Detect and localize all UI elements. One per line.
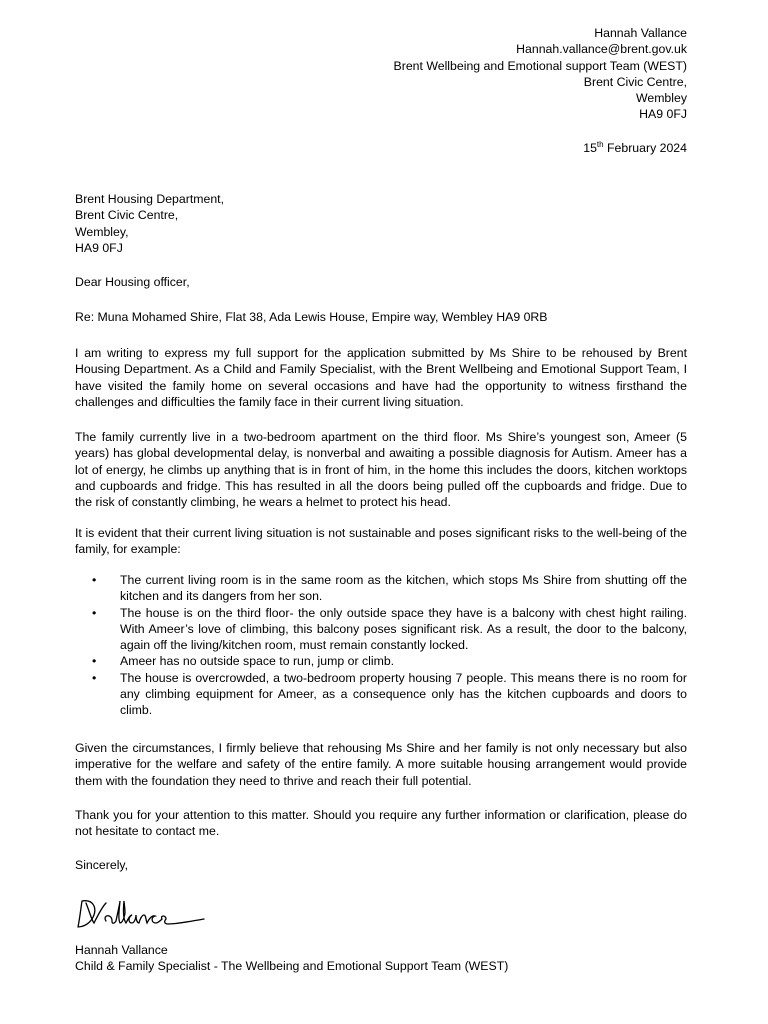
recipient-line-2: Brent Civic Centre,	[75, 208, 179, 223]
list-item-text: The house is on the third floor- the only outside space they have is a balcony with chest hight railing. With Ameer’s love of climbing, this balcony poses significant risk. As a result, the door to the balcony, again off the living/kitchen room, must remain constantly locked.	[120, 605, 687, 653]
recipient-line-1: Brent Housing Department,	[75, 192, 225, 206]
bullet-icon: •	[92, 670, 97, 685]
signoff-name: Hannah Vallance	[75, 943, 168, 957]
list-item	[75, 572, 687, 605]
bullet-icon: •	[92, 605, 97, 620]
date-day: 15	[583, 141, 597, 155]
date-month-year: February 2024	[603, 141, 687, 155]
paragraph-conclusion: Given the circumstances, I firmly believe that rehousing Ms Shire and her family is not only necessary but also imperative for the welfare and safety of the entire family. A more suitable housing arrangement would provide them with the foundation they need to thrive and reach their full potential.	[75, 741, 687, 788]
recipient-address-block	[75, 191, 687, 256]
bullet-icon: •	[92, 654, 97, 669]
list-item	[75, 670, 687, 719]
list-item-text: The current living room is in the same room as the kitchen, which stops Ms Shire from shutting off the kitchen and its dangers from her son.	[120, 573, 687, 604]
letter-date	[583, 140, 687, 156]
sender-name: Hannah Vallance	[594, 26, 687, 40]
recipient-line-4: HA9 0FJ	[75, 240, 123, 255]
date-suffix: th	[596, 139, 604, 149]
sender-email: Hannah.vallance@brent.gov.uk	[516, 42, 687, 57]
recipient-line-3: Wembley,	[75, 224, 129, 239]
list-item-text: Ameer has no outside space to run, jump or climb.	[120, 654, 395, 669]
paragraph-risks-intro: It is evident that their current living situation is not sustainable and poses significant risks to the well-being of the family, for example:	[75, 526, 687, 557]
list-item	[75, 653, 687, 669]
sender-address-block	[394, 25, 687, 123]
list-item	[75, 605, 687, 654]
bullet-icon: •	[92, 573, 97, 587]
paragraph-family-situation: The family currently live in a two-bedroom apartment on the third floor. Ms Shire’s youngest son, Ameer (5 years) has global developmental delay, is nonverbal and awaiting a possible diagnosis for Autism. Ameer has a lot of energy, he climbs up anything that is in front of him, in the home this includes the doors, kitchen worktops and cupboards and fridge. This has resulted in all the doors being pulled off the cupboards and fridge. Due to the risk of constantly climbing, he wears a helmet to protect his head.	[75, 430, 687, 510]
sender-postcode: HA9 0FJ	[639, 107, 687, 122]
subject-line: Re: Muna Mohamed Shire, Flat 38, Ada Lewis House, Empire way, Wembley HA9 0RB	[75, 310, 548, 324]
list-item-text: The house is overcrowded, a two-bedroom property housing 7 people. This means there is no room for any climbing equipment for Ameer, as a consequence only has the kitchen cupboards and doors to climb.	[120, 670, 687, 718]
handwritten-signature-icon	[72, 893, 212, 933]
salutation: Dear Housing officer,	[75, 275, 190, 289]
paragraph-thanks: Thank you for your attention to this matter. Should you require any further information or clarification, please do not hesitate to contact me.	[75, 808, 687, 839]
sender-team: Brent Wellbeing and Emotional support Team (WEST)	[393, 58, 687, 73]
closing: Sincerely,	[75, 858, 129, 872]
sender-town: Wembley	[635, 91, 687, 106]
signoff-title: Child & Family Specialist - The Wellbeing and Emotional Support Team (WEST)	[75, 959, 509, 973]
paragraph-support: I am writing to express my full support for the application submitted by Ms Shire to be rehoused by Brent Housing Department. As a Child and Family Specialist, with the Brent Wellbeing and Emotional Support Team, I have visited the family home on several occasions and have had the opportunity to witness firsthand the challenges and difficulties the family face in their current living situation.	[75, 346, 687, 409]
sender-building: Brent Civic Centre,	[583, 74, 687, 89]
risk-list	[75, 572, 687, 719]
